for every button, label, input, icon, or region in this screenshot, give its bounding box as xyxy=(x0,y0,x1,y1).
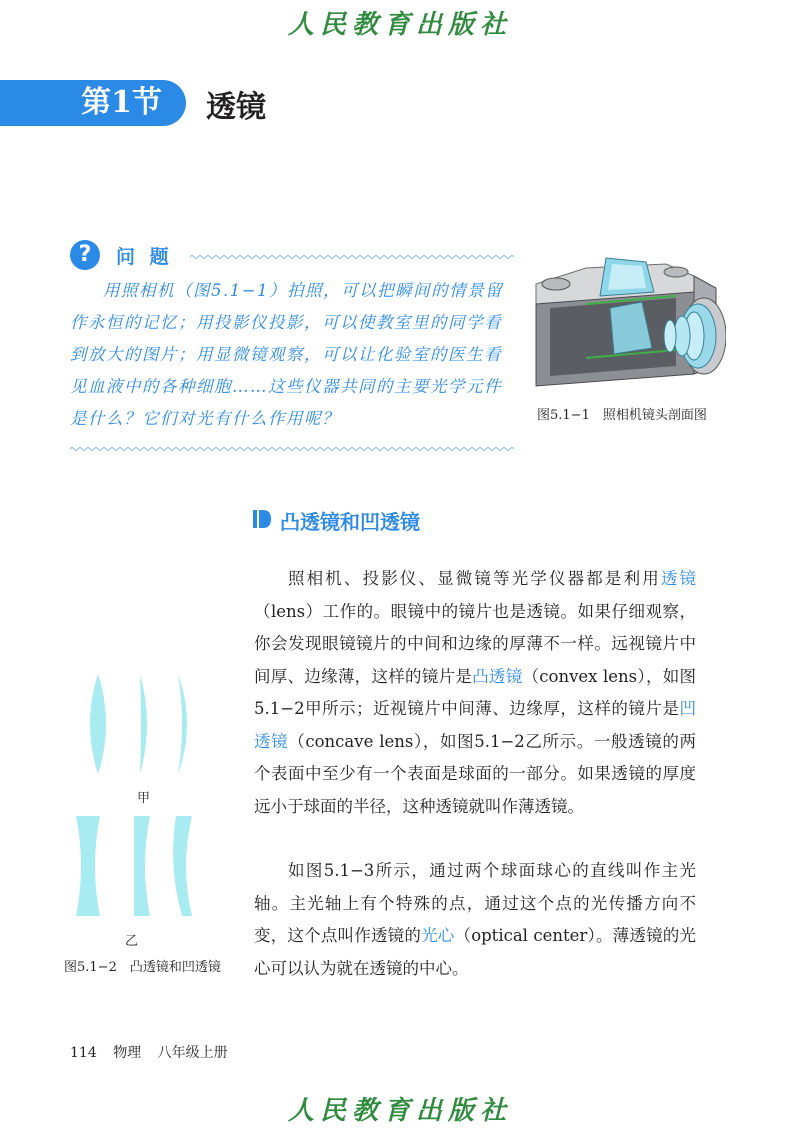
concave-plano-lens xyxy=(134,816,150,916)
section-number-tab: 第1节 xyxy=(0,80,186,126)
concave-meniscus-lens xyxy=(173,816,192,916)
concave-label: 乙 xyxy=(125,934,139,949)
body-paragraph-2: 如图5.1−3所示，通过两个球面球心的直线叫作主光轴。主光轴上有个特殊的点，通过这个点的光传播方向不变，这个点叫作透镜的光心（optical center）。薄透镜的光心可以认为就在透镜的中心。 xyxy=(254,861,697,978)
footer-grade: 八年级上册 xyxy=(157,1045,228,1061)
page-footer xyxy=(70,1042,240,1062)
publisher-logo-bottom: 人民教育出版社 xyxy=(287,1096,512,1126)
section-title: 透镜 xyxy=(206,90,266,125)
concave-biconcave-lens xyxy=(76,816,100,916)
term-concave-lens: 凹透镜 xyxy=(254,699,696,751)
section-marker-icon xyxy=(252,509,272,529)
convex-label: 甲 xyxy=(137,791,151,806)
term-optical-center: 光心 xyxy=(421,926,455,945)
footer-subject: 物理 xyxy=(113,1045,142,1061)
convex-biconvex-lens xyxy=(90,674,106,774)
subsection-title: 凸透镜和凹透镜 xyxy=(280,510,420,534)
term-convex-lens: 凸透镜 xyxy=(472,666,523,686)
question-text: 用照相机（图5.1−1）拍照，可以把瞬间的情景留作永恒的记忆；用投影仪投影，可以使教室里的同学看到放大的图片；用显微镜观察，可以让化验室的医生看见血液中的各种细胞……这些仪器共同的主要光学元件是什么？它们对光有什么作用呢？ xyxy=(70,281,504,428)
convex-meniscus-lens xyxy=(178,674,187,774)
lens-figure-caption: 图5.1−2 凸透镜和凹透镜 xyxy=(64,960,221,975)
wavy-divider-bottom xyxy=(70,446,516,452)
camera-figure-caption: 图5.1−1 照相机镜头剖面图 xyxy=(537,408,707,423)
question-label: 问 题 xyxy=(116,246,173,268)
question-mark-icon: ? xyxy=(70,240,100,270)
page-number: 114 xyxy=(70,1045,97,1061)
camera-cutaway-figure xyxy=(526,254,726,400)
publisher-logo-top: 人民教育出版社 xyxy=(287,10,512,40)
term-lens: 透镜 xyxy=(660,569,697,588)
convex-plano-lens xyxy=(140,674,147,774)
body-paragraph-1: 照相机、投影仪、显微镜等光学仪器都是利用透镜（lens）工作的。眼镜中的镜片也是透镜。如果仔细观察，你会发现眼镜镜片的中间和边缘的厚薄不一样。远视镜片中间厚、边缘薄，这样的镜片是凸透镜（convex lens），如图5.1−2甲所示；近视镜片中间薄、边缘厚，这样的镜片是凹透镜（concave lens），如图5.1−2乙所示。一般透镜的两个表面中至少有一个表面是球面的一部分。如果透镜的厚度远小于球面的半径，这种透镜就叫作薄透镜。 xyxy=(254,569,697,816)
wavy-divider-top xyxy=(190,254,516,260)
